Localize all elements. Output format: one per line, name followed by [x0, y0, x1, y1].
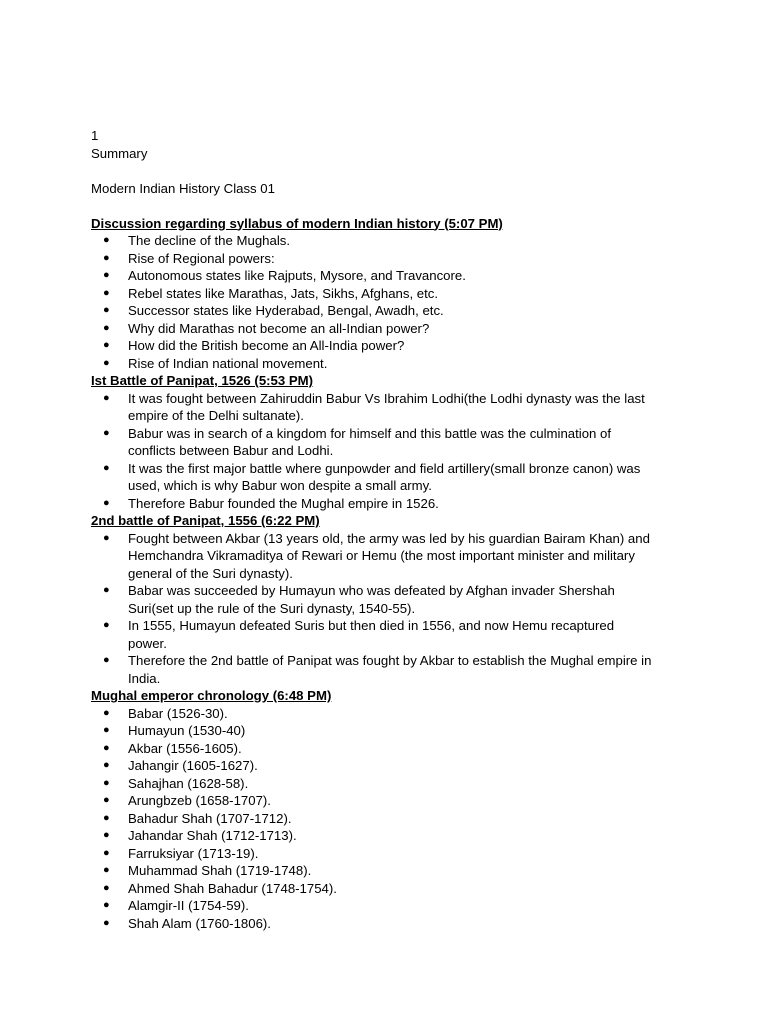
bullet-icon: ● [103, 706, 110, 719]
list-item [91, 862, 691, 880]
bullet-icon: ● [103, 321, 110, 334]
list-item-text: empire of the Delhi sultanate). [128, 408, 304, 423]
list-item-text: Akbar (1556-1605). [128, 740, 242, 756]
bullet-list [91, 530, 691, 688]
list-item [91, 285, 691, 303]
list-item-text: Jahangir (1605-1627). [128, 758, 258, 773]
bullet-icon: ● [103, 811, 110, 824]
list-item [91, 652, 691, 687]
list-item [91, 827, 691, 845]
list-item [91, 355, 691, 373]
list-item [91, 740, 691, 758]
section [91, 687, 691, 932]
bullet-icon: ● [103, 864, 110, 876]
section-heading: Discussion regarding syllabus of modern Indian history (5:07 PM) [91, 215, 503, 231]
bullet-icon: ● [103, 461, 110, 474]
bullet-icon: ● [103, 286, 110, 299]
list-item [91, 880, 691, 898]
spacer [91, 162, 691, 180]
list-item-text: How did the British become an All-India power? [128, 338, 405, 353]
bullet-icon: ● [103, 234, 110, 246]
list-item [91, 810, 691, 828]
section-heading: Ist Battle of Panipat, 1526 (5:53 PM) [91, 373, 314, 388]
bullet-icon: ● [103, 496, 110, 509]
bullet-icon: ● [103, 759, 110, 771]
section [91, 372, 691, 512]
list-item-text: Autonomous states like Rajputs, Mysore, and Travancore. [128, 268, 466, 283]
list-item [91, 617, 691, 652]
list-item-text: general of the Suri dynasty). [128, 565, 293, 581]
list-item-text: Farruksiyar (1713-19). [128, 845, 259, 861]
section-heading: 2nd battle of Panipat, 1556 (6:22 PM) [91, 513, 320, 528]
list-item-text: Rise of Indian national movement. [128, 355, 328, 371]
list-item [91, 705, 691, 723]
list-item [91, 757, 691, 775]
bullet-icon: ● [103, 724, 110, 736]
list-item-text: The decline of the Mughals. [128, 233, 291, 248]
list-item-text: India. [128, 670, 161, 686]
class-title: Modern Indian History Class 01 [91, 180, 275, 196]
list-item [91, 460, 691, 495]
list-item-text: Rise of Regional powers: [128, 250, 275, 266]
list-item-text: used, which is why Babur won despite a small army. [128, 478, 432, 493]
list-item [91, 582, 691, 617]
list-item-text: Jahandar Shah (1712-1713). [128, 828, 297, 843]
list-item-text: Shah Alam (1760-1806). [128, 915, 271, 931]
bullet-icon: ● [103, 846, 110, 859]
bullet-icon: ● [103, 916, 110, 929]
notes-body [91, 215, 691, 933]
bullet-icon: ● [103, 356, 110, 369]
bullet-icon: ● [103, 391, 110, 404]
page-number: 1 [91, 128, 99, 143]
list-item [91, 530, 691, 583]
list-item-text: Why did Marathas not become an all-Indian power? [128, 320, 430, 336]
list-item-text: power. [128, 635, 167, 651]
list-item [91, 722, 691, 740]
list-item-text: Arungbzeb (1658-1707). [128, 793, 271, 808]
bullet-icon: ● [103, 741, 110, 754]
list-item [91, 390, 691, 425]
list-item [91, 337, 691, 355]
list-item-text: Successor states like Hyderabad, Bengal, Awadh, etc. [128, 303, 444, 318]
document-page [91, 127, 691, 932]
list-item-text: It was the first major battle where gunpowder and field artillery(small bronze canon) was [128, 460, 641, 476]
bullet-list [91, 705, 691, 933]
bullet-icon: ● [103, 251, 110, 264]
list-item-text: It was fought between Zahiruddin Babur Vs Ibrahim Lodhi(the Lodhi dynasty was the last [128, 390, 645, 406]
bullet-list [91, 390, 691, 513]
list-item-text: Therefore Babur founded the Mughal empire in 1526. [128, 495, 439, 511]
bullet-icon: ● [103, 776, 110, 789]
list-item-text: Sahajhan (1628-58). [128, 775, 249, 791]
list-item [91, 495, 691, 513]
bullet-icon: ● [103, 829, 110, 841]
list-item-text: Muhammad Shah (1719-1748). [128, 863, 312, 878]
list-item-text: Therefore the 2nd battle of Panipat was fought by Akbar to establish the Mughal empire in [128, 653, 652, 668]
bullet-icon: ● [103, 304, 110, 316]
bullet-icon: ● [103, 654, 110, 666]
bullet-icon: ● [103, 339, 110, 351]
bullet-icon: ● [103, 531, 110, 544]
bullet-icon: ● [103, 881, 110, 894]
bullet-icon: ● [103, 794, 110, 806]
list-item-text: Ahmed Shah Bahadur (1748-1754). [128, 880, 337, 896]
list-item [91, 267, 691, 285]
section [91, 215, 691, 373]
list-item-text: Babar was succeeded by Humayun who was defeated by Afghan invader Shershah [128, 583, 615, 598]
list-item [91, 792, 691, 810]
spacer [91, 197, 691, 215]
list-item-text: conflicts between Babur and Lodhi. [128, 443, 334, 458]
section [91, 512, 691, 687]
list-item [91, 425, 691, 460]
bullet-icon: ● [103, 619, 110, 631]
list-item [91, 915, 691, 933]
section-heading: Mughal emperor chronology (6:48 PM) [91, 688, 332, 703]
list-item [91, 232, 691, 250]
list-item-text: In 1555, Humayun defeated Suris but then died in 1556, and now Hemu recaptured [128, 618, 615, 633]
list-item-text: Bahadur Shah (1707-1712). [128, 810, 292, 826]
list-item [91, 250, 691, 268]
list-item-text: Rebel states like Marathas, Jats, Sikhs, Afghans, etc. [128, 285, 439, 301]
summary-label: Summary [91, 145, 148, 161]
bullet-list [91, 232, 691, 372]
list-item-text: Humayun (1530-40) [128, 723, 246, 738]
list-item-text: Fought between Akbar (13 years old, the army was led by his guardian Bairam Khan) and [128, 530, 650, 546]
list-item [91, 302, 691, 320]
list-item-text: Alamgir-II (1754-59). [128, 898, 249, 913]
list-item [91, 320, 691, 338]
bullet-icon: ● [103, 426, 110, 439]
bullet-icon: ● [103, 899, 110, 911]
list-item [91, 897, 691, 915]
list-item-text: Babar (1526-30). [128, 705, 228, 721]
list-item-text: Hemchandra Vikramaditya of Rewari or Hemu (the most important minister and military [128, 548, 635, 563]
list-item-text: Suri(set up the rule of the Suri dynasty, 1540-55). [128, 600, 416, 616]
list-item [91, 775, 691, 793]
list-item [91, 845, 691, 863]
list-item-text: Babur was in search of a kingdom for himself and this battle was the culmination of [128, 425, 612, 441]
bullet-icon: ● [103, 584, 110, 596]
bullet-icon: ● [103, 269, 110, 281]
